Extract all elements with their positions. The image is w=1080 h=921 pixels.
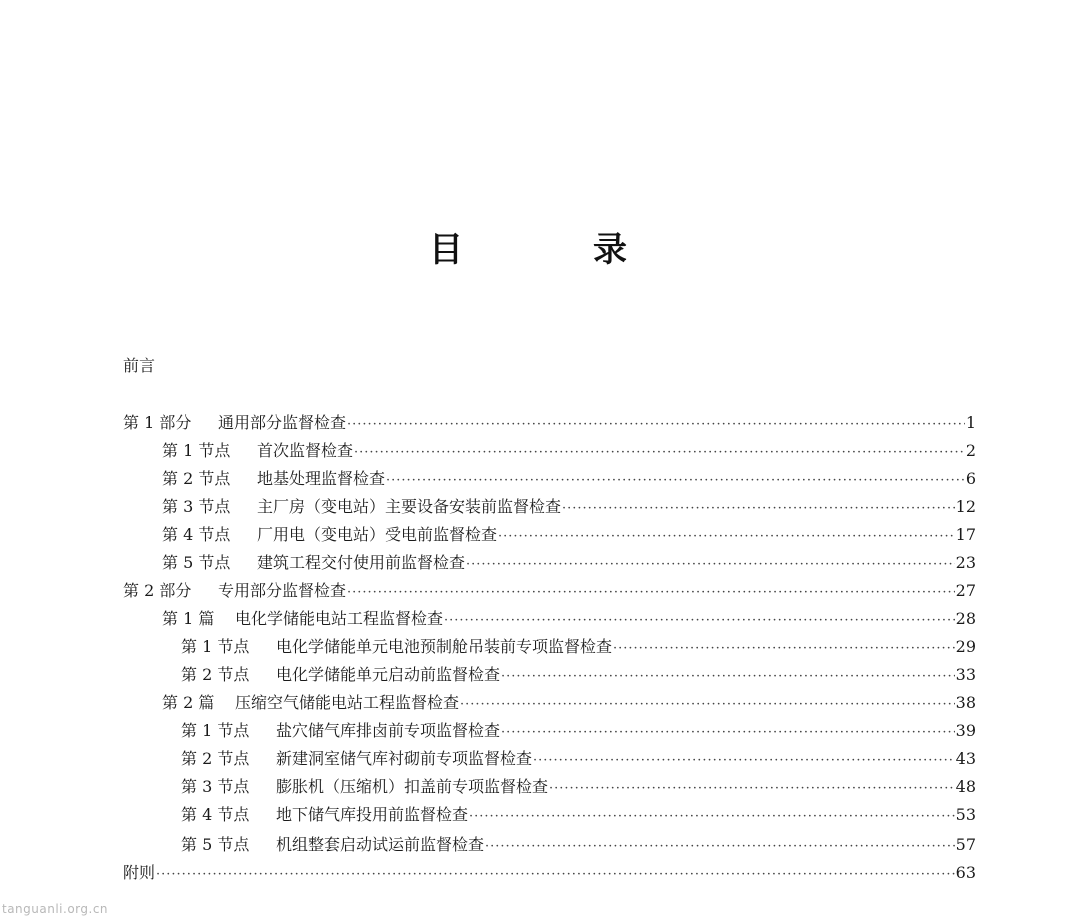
toc-number: 第 1 篇 — [162, 609, 215, 628]
toc-title: 地基处理监督检查 — [257, 469, 386, 488]
toc-title: 压缩空气储能电站工程监督检查 — [235, 693, 460, 712]
toc-title: 专用部分监督检查 — [218, 581, 347, 600]
toc-title: 首次监督检查 — [257, 441, 354, 460]
toc-page-number: 28 — [955, 609, 976, 628]
toc-page-number: 63 — [955, 863, 976, 882]
page-title: 目 录 — [429, 230, 675, 270]
toc-page-number: 27 — [955, 581, 976, 600]
toc-title: 通用部分监督检查 — [218, 413, 347, 432]
toc-dot-leader — [613, 636, 955, 662]
toc-number: 第 5 节点 — [162, 553, 231, 572]
toc-page-number: 53 — [955, 805, 976, 824]
toc-dot-leader — [347, 412, 965, 438]
toc-dot-leader — [466, 552, 955, 578]
toc-dot-leader — [444, 608, 955, 634]
toc-number: 第 1 部分 — [123, 413, 192, 432]
toc-dot-leader — [498, 524, 955, 550]
toc-page-number: 39 — [955, 721, 976, 740]
toc-page-number: 43 — [955, 749, 976, 768]
toc-page-number: 6 — [965, 469, 976, 488]
toc-title: 附则 — [123, 863, 156, 882]
toc-title: 建筑工程交付使用前监督检查 — [257, 553, 466, 572]
toc-entry — [162, 550, 976, 576]
toc-entry-part-1 — [123, 410, 976, 436]
toc-entry-part-2 — [123, 578, 976, 604]
toc-title: 盐穴储气库排卤前专项监督检查 — [276, 721, 501, 740]
toc-dot-leader — [156, 862, 955, 888]
toc-dot-leader — [562, 496, 955, 522]
toc-title: 机组整套启动试运前监督检查 — [276, 835, 485, 854]
toc-entry — [162, 494, 976, 520]
toc-number: 第 2 篇 — [162, 693, 215, 712]
toc-page-number: 29 — [955, 637, 976, 656]
toc-number: 第 1 节点 — [181, 637, 250, 656]
toc-title: 新建洞室储气库衬砌前专项监督检查 — [276, 749, 533, 768]
toc-title: 主厂房（变电站）主要设备安装前监督检查 — [257, 497, 562, 516]
toc-dot-leader — [533, 748, 955, 774]
toc-title: 电化学储能电站工程监督检查 — [235, 609, 444, 628]
toc-number: 第 2 部分 — [123, 581, 192, 600]
preface-heading: 前言 — [123, 356, 156, 375]
toc-number: 第 5 节点 — [181, 835, 250, 854]
toc-entry — [162, 438, 976, 464]
toc-dot-leader — [549, 776, 955, 802]
toc-dot-leader — [460, 692, 955, 718]
toc-page-number: 57 — [955, 835, 976, 854]
toc-dot-leader — [501, 664, 955, 690]
toc-page-number: 2 — [965, 441, 976, 460]
toc-number: 第 4 节点 — [181, 805, 250, 824]
toc-entry — [181, 746, 976, 772]
toc-number: 第 2 节点 — [162, 469, 231, 488]
toc-number: 第 1 节点 — [162, 441, 231, 460]
toc-entry — [162, 522, 976, 548]
toc-title: 厂用电（变电站）受电前监督检查 — [257, 525, 498, 544]
toc-entry-chapter — [162, 690, 976, 716]
toc-page-number: 48 — [955, 777, 976, 796]
toc-dot-leader — [354, 440, 965, 466]
toc-number: 第 3 节点 — [181, 777, 250, 796]
toc-entry — [181, 718, 976, 744]
toc-title: 地下储气库投用前监督检查 — [276, 805, 469, 824]
toc-entry-appendix — [123, 860, 976, 886]
toc-page-number: 1 — [965, 413, 976, 432]
toc-page-number: 23 — [955, 553, 976, 572]
toc-number: 第 3 节点 — [162, 497, 231, 516]
toc-dot-leader — [485, 834, 955, 860]
toc-entry — [181, 662, 976, 688]
toc-number: 第 4 节点 — [162, 525, 231, 544]
toc-page-number: 17 — [955, 525, 976, 544]
toc-entry — [181, 832, 976, 858]
toc-entry — [162, 466, 976, 492]
toc-title: 电化学储能单元电池预制舱吊装前专项监督检查 — [276, 637, 613, 656]
toc-entry — [181, 634, 976, 660]
toc-dot-leader — [501, 720, 955, 746]
toc-title: 膨胀机（压缩机）扣盖前专项监督检查 — [276, 777, 549, 796]
toc-dot-leader — [386, 468, 965, 494]
toc-number: 第 1 节点 — [181, 721, 250, 740]
toc-page-number: 33 — [955, 665, 976, 684]
toc-entry-chapter — [162, 606, 976, 632]
toc-dot-leader — [347, 580, 955, 606]
toc-page-number: 12 — [955, 497, 976, 516]
toc-number: 第 2 节点 — [181, 749, 250, 768]
toc-number: 第 2 节点 — [181, 665, 250, 684]
toc-dot-leader — [469, 804, 955, 830]
toc-title: 电化学储能单元启动前监督检查 — [276, 665, 501, 684]
watermark: tanguanli.org.cn — [2, 902, 109, 916]
toc-page-number: 38 — [955, 693, 976, 712]
toc-entry — [181, 774, 976, 800]
toc-entry — [181, 802, 976, 828]
